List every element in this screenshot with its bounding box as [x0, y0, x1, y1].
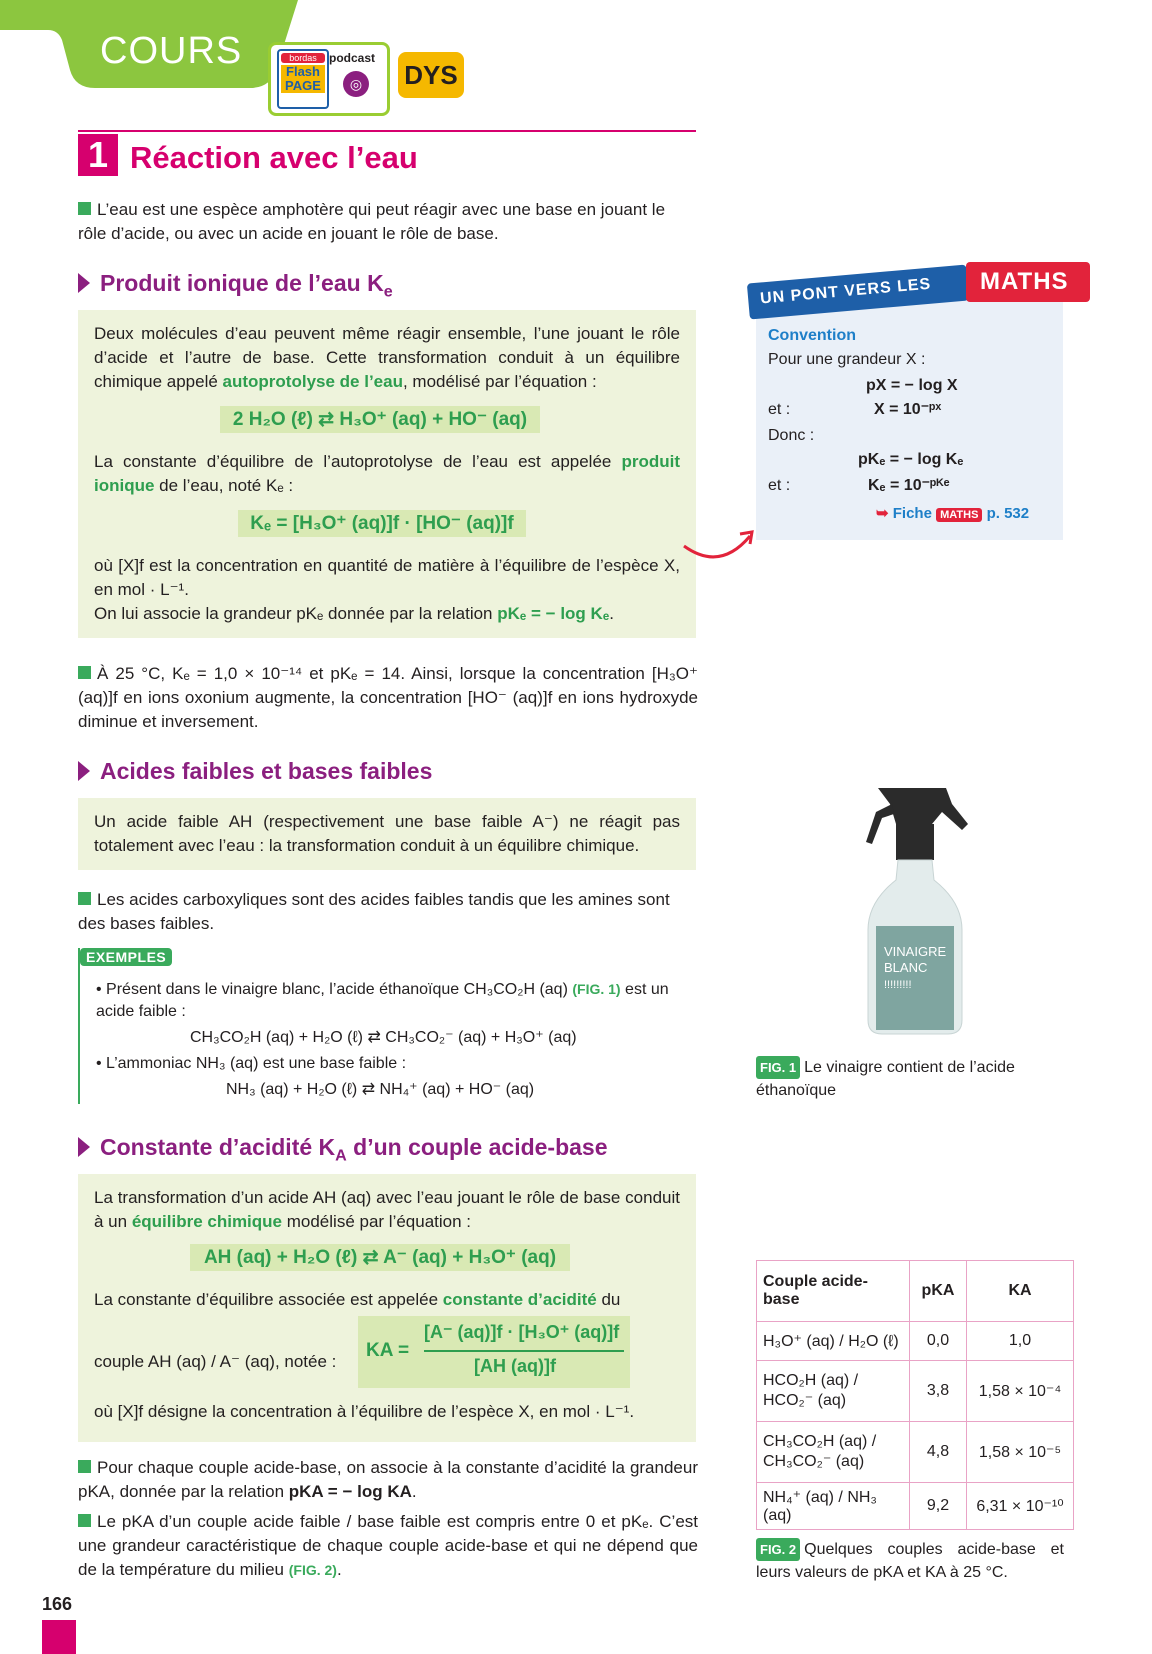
maths-banner: UN PONT VERS LES — [747, 264, 969, 319]
maths-title: Convention — [768, 327, 856, 344]
definition-box-ke — [78, 310, 696, 638]
fig2-ref[interactable]: (FIG. 2) — [288, 1562, 337, 1578]
table-row: CH₃CO₂H (aq) / CH₃CO₂⁻ (aq) 4,8 1,58 × 10⁻⁵ — [757, 1422, 1074, 1483]
maths-line: et : — [768, 401, 791, 418]
flash-page-podcast-badge[interactable] — [268, 42, 390, 116]
bullet-square-icon — [78, 202, 91, 215]
ka-formula: KA = [A⁻ (aq)]f · [H₃O⁺ (aq)]f [AH (aq)]f — [358, 1316, 630, 1388]
podcast-icon: ◎ — [343, 71, 369, 97]
pka-table — [756, 1260, 1074, 1530]
examples-block — [78, 948, 700, 1104]
vinegar-bottle-image — [850, 784, 980, 1038]
autoprotolysis-equation: 2 H₂O (ℓ) ⇄ H₃O⁺ (aq) + HO⁻ (aq) — [220, 406, 540, 433]
maths-fiche-badge: MATHS — [936, 508, 982, 522]
maths-equation: Kₑ = 10⁻ᵖᴷᵉ — [868, 477, 950, 494]
definition-box-ka — [78, 1174, 696, 1442]
box-paragraph: Deux molécules d’eau peuvent même réagir ensemble, l’une jouant le rôle d’acide et l’autre de base. Cette transformation conduit à un équilibre chimique appelé autoprotolyse de l’eau, modélisé par l’équation : — [94, 324, 680, 391]
box-paragraph: où [X]f est la concentration en quantité de matière à l’équilibre de l’espèce X, en mol · L⁻¹. — [94, 556, 680, 599]
arrow-bullet-icon — [78, 1137, 90, 1157]
fig1-ref[interactable]: (FIG. 1) — [572, 981, 621, 997]
maths-equation: pKₑ = − log Kₑ — [858, 451, 964, 468]
fig2-caption: FIG. 2 Quelques couples acide-base et leurs valeurs de pKA et KA à 25 °C. — [756, 1538, 1064, 1584]
fig1-label: FIG. 1 — [756, 1056, 800, 1079]
table-header: Couple acide-base — [757, 1261, 910, 1322]
bullet-square-icon — [78, 666, 91, 679]
pointer-arrow-icon: ➥ — [876, 505, 889, 522]
maths-equation: pX = − log X — [866, 377, 958, 394]
maths-equation: X = 10⁻ᵖˣ — [874, 401, 942, 418]
bordas-logo-text: bordas — [281, 53, 325, 63]
bullet-square-icon — [78, 892, 91, 905]
paragraph-carboxylic: Les acides carboxyliques sont des acides faibles tandis que les amines sont des bases faibles. — [78, 890, 670, 933]
maths-line: Donc : — [768, 427, 815, 444]
table-header: KA — [967, 1261, 1074, 1322]
subheading-ke: Produit ionique de l’eau $K_e$ — [78, 270, 393, 302]
fig1-caption: FIG. 1 Le vinaigre contient de l’acide éthanoïque — [756, 1056, 1056, 1102]
fig2-label: FIG. 2 — [756, 1538, 800, 1561]
section-title: Réaction avec l’eau — [130, 140, 418, 175]
subheading-ka: Constante d’acidité $K_A$ d’un couple acide-base — [78, 1134, 608, 1166]
paragraph-pka-range: Le pKA d’un couple acide faible / base faible est compris entre 0 et pKₑ. C’est une grandeur caractéristique de chaque couple acide-base et qui ne dépend que de la température du milieu (FIG. 2). — [78, 1512, 698, 1579]
box-paragraph: Un acide faible AH (respectivement une base faible A⁻) ne réagit pas totalement avec l’eau : la transformation conduit à un équilibre chimique. — [94, 812, 680, 855]
arrow-bullet-icon — [78, 761, 90, 781]
subheading-weak-acids: Acides faibles et bases faibles — [78, 758, 432, 785]
table-header: pKA — [910, 1261, 967, 1322]
dys-button[interactable]: DYS — [398, 52, 464, 98]
page-color-tab — [42, 1620, 76, 1654]
ke-equation: Kₑ = [H₃O⁺ (aq)]f · [HO⁻ (aq)]f — [238, 510, 526, 537]
box-paragraph: où [X]f désigne la concentration à l’équilibre de l’espèce X, en mol · L⁻¹. — [94, 1402, 635, 1421]
example-item: • Présent dans le vinaigre blanc, l’acide éthanoïque CH₃CO₂H (aq) (FIG. 1) est un acide faible : — [96, 981, 669, 1020]
table-row: H₃O⁺ (aq) / H₂O (ℓ) 0,0 1,0 — [757, 1322, 1074, 1361]
box-paragraph: La constante d’équilibre associée est appelée constante d’acidité du — [94, 1290, 621, 1309]
bullet-square-icon — [78, 1514, 91, 1527]
box-paragraph: La transformation d’un acide AH (aq) avec l’eau jouant le rôle de base conduit à un équilibre chimique modélisé par l’équation : — [94, 1188, 680, 1231]
section-rule — [78, 130, 696, 132]
section-number: 1 — [78, 134, 118, 176]
example-item: • L’ammoniac NH₃ (aq) est une base faible : — [96, 1055, 407, 1072]
maths-banner-label: MATHS — [966, 262, 1090, 302]
paragraph-25c: À 25 °C, Kₑ = 1,0 × 10⁻¹⁴ et pKₑ = 14. Ainsi, lorsque la concentration [H₃O⁺ (aq)]f en ions oxonium augmente, la concentration [HO⁻ (aq)]f en ions hydroxyde diminue et inversement. — [78, 664, 698, 731]
podcast-label: podcast — [329, 51, 376, 65]
svg-text:BLANC: BLANC — [884, 960, 928, 975]
definition-box-weak — [78, 798, 696, 870]
page-number: 166 — [42, 1594, 73, 1614]
box-paragraph: On lui associe la grandeur pKₑ donnée par la relation pKₑ = − log Kₑ. — [94, 604, 614, 623]
maths-line: et : — [768, 477, 791, 494]
curved-arrow-icon — [680, 520, 760, 570]
examples-label: EXEMPLES — [80, 948, 172, 966]
acid-water-equation: AH (aq) + H₂O (ℓ) ⇄ A⁻ (aq) + H₃O⁺ (aq) — [190, 1244, 570, 1271]
maths-line: Pour une grandeur X : — [768, 351, 926, 368]
table-row: HCO₂H (aq) / HCO₂⁻ (aq) 3,8 1,58 × 10⁻⁴ — [757, 1361, 1074, 1422]
bullet-square-icon — [78, 1460, 91, 1473]
flash-page-text: Flash PAGE — [281, 65, 325, 93]
box-paragraph: La constante d’équilibre de l’autoprotolyse de l’eau est appelée produit ionique de l’eau, noté Kₑ : — [94, 452, 680, 495]
svg-text:!!!!!!!!!: !!!!!!!!! — [884, 979, 912, 991]
intro-paragraph: L’eau est une espèce amphotère qui peut réagir avec une base en jouant le rôle d’acide, ou avec un acide en jouant le rôle de base. — [78, 200, 666, 243]
example-equation: CH₃CO₂H (aq) + H₂O (ℓ) ⇄ CH₃CO₂⁻ (aq) + H₃O⁺ (aq) — [190, 1029, 577, 1046]
maths-content — [768, 324, 1058, 527]
box-paragraph: couple AH (aq) / A⁻ (aq), notée : — [94, 1352, 337, 1371]
fiche-maths-link[interactable]: ➥ Fiche MATHS p. 532 — [876, 505, 1030, 522]
table-row: NH₄⁺ (aq) / NH₃ (aq) 9,2 6,31 × 10⁻¹⁰ — [757, 1483, 1074, 1530]
paragraph-pka-def: Pour chaque couple acide-base, on associe à la constante d’acidité la grandeur pKA, donnée par la relation pKA = − log KA. — [78, 1458, 698, 1501]
section-type-label: COURS — [100, 30, 243, 72]
example-equation: NH₃ (aq) + H₂O (ℓ) ⇄ NH₄⁺ (aq) + HO⁻ (aq) — [226, 1081, 535, 1098]
svg-text:VINAIGRE: VINAIGRE — [884, 944, 947, 959]
arrow-bullet-icon — [78, 273, 90, 293]
